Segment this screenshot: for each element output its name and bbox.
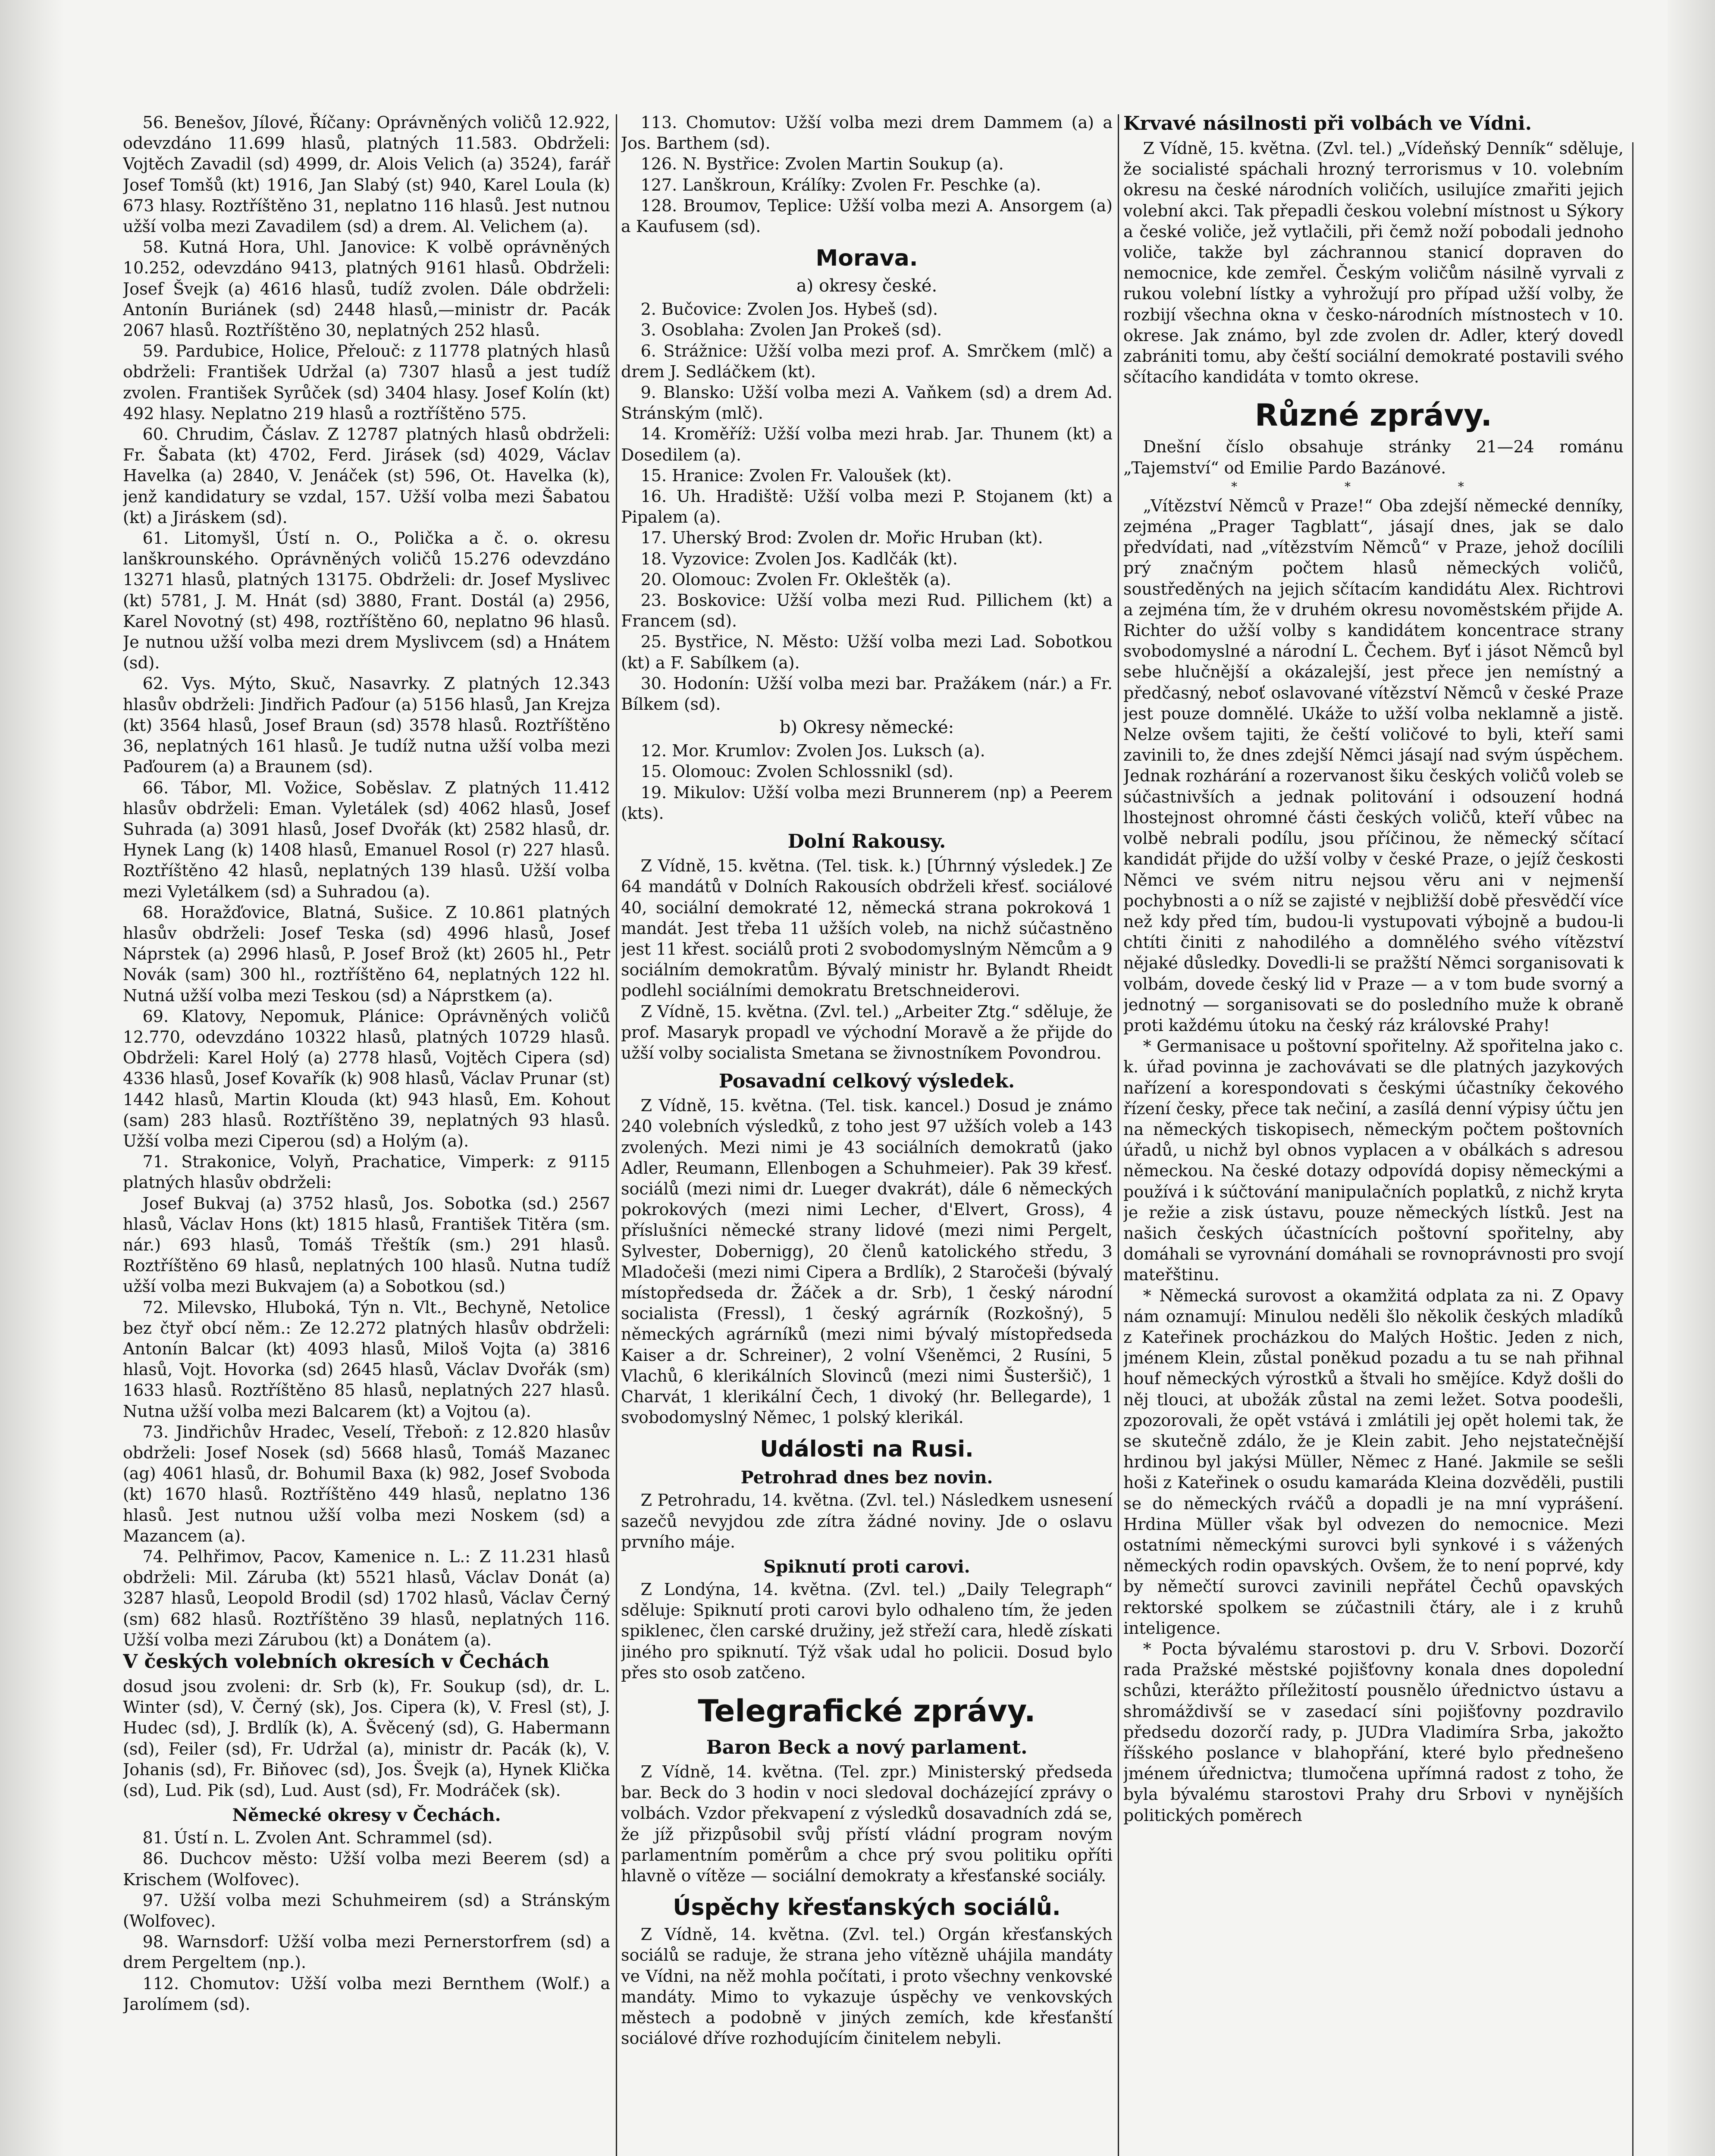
section-heading-various-news: Různé zprávy. xyxy=(1254,398,1492,433)
election-result: 23. Boskovice: Užší volba mezi Rud. Pillichem (kt) a Francem (sd). xyxy=(621,591,1113,631)
election-result: 72. Milevsko, Hluboká, Týn n. Vlt., Bechyně, Netolice bez čtyř obcí něm.: Ze 12.272 platných hlasův obdrželi: Antonín Balcar (kt) 4093 hlasů, Miloš Vojta (a) 3816 hlasů, Vojt. Hovorka (sd) 2645 hlasů, Václav Dvořák (sm) 1633 hlasů. Roztříštěno 85 hlasů, neplatných 227 hlasů. Nutna užší volba mezi Balcarem (kt) a Vojtou (a). xyxy=(123,1297,610,1421)
election-result: 2. Bučovice: Zvolen Jos. Hybeš (sd). xyxy=(640,300,938,319)
election-result: 9. Blansko: Užší volba mezi A. Vaňkem (sd) a drem Ad. Stránským (mlč). xyxy=(621,383,1113,423)
news-paragraph: Z Londýna, 14. května. (Zvl. tel.) „Daily Telegraph“ sděluje: Spiknutí proti carovi bylo odhaleno tím, že jeden spiklenec, člen carské družiny, jež střeží cara, hledě získati jiného pro spiknutí. Týž však udal ho policii. Dosud bylo přes sto osob zatčeno. xyxy=(621,1579,1113,1682)
election-result: 14. Kroměříž: Užší volba mezi hrab. Jar. Thunem (kt) a Dosedilem (a). xyxy=(621,424,1113,464)
section-heading-violence-vienna: Krvavé násilnosti při volbách ve Vídni. xyxy=(1123,113,1532,135)
section-heading-christian-socials: Úspěchy křesťanských sociálů. xyxy=(673,1895,1061,1921)
section-heading-russia: Události na Rusi. xyxy=(760,1436,974,1463)
subheading-conspiracy: Spiknutí proti carovi. xyxy=(763,1556,970,1577)
election-result: 25. Bystřice, N. Město: Užší volba mezi Lad. Sobotkou (kt) a F. Sabílkem (a). xyxy=(621,632,1113,672)
election-result: 128. Broumov, Teplice: Užší volba mezi A. Ansorgem (a) a Kaufusem (sd). xyxy=(621,196,1113,236)
election-result: 56. Benešov, Jílové, Říčany: Oprávněných voličů 12.922, odevzdáno 11.699 hlasů, platných 11.583. Obdrželi: Vojtěch Zavadil (sd) 4999, dr. Alois Velich (a) 3524), farář Josef Tomšů (kt) 1916, Jan Slabý (st) 940, Karel Loula (k) 673 hlasy. Roztříštěno 31, neplatno 116 hlasů. Jest nutnou užší volba mezi Zavadilem (sd) a drem. Al. Velichem (a). xyxy=(123,113,610,236)
election-result: 98. Warnsdorf: Užší volba mezi Pernerstorfrem (sd) a drem Pergeltem (np.). xyxy=(123,1932,610,1972)
subheading-baron-beck: Baron Beck a nový parlament. xyxy=(706,1736,1028,1758)
subheading-petrograd: Petrohrad dnes bez novin. xyxy=(740,1467,993,1488)
election-result: 59. Pardubice, Holice, Přelouč: z 11778 platných hlasů obdrželi: František Udržal (a) 7307 hlasů a jest tudíž zvolen. František Syrůček (sd) 3404 hlasy. Josef Kolín (kt) 492 hlasy. Neplatno 219 hlasů a roztříštěno 575. xyxy=(123,342,610,423)
section-heading-lower-austria: Dolní Rakousy. xyxy=(787,830,946,853)
election-result: 71. Strakonice, Volyň, Prachatice, Vimperk: z 9115 platných hlasův obdrželi: xyxy=(123,1152,610,1192)
section-heading-telegraph: Telegrafické zprávy. xyxy=(698,1693,1036,1729)
column-rule-1 xyxy=(616,114,617,2156)
news-paragraph: „Vítězství Němců v Praze!“ Oba zdejší německé denníky, zejména „Prager Tagblatt“, jásají dnes, jak se dalo předvídati, nad „vítězstvím Němců“ v Praze, jehož docílili prý značným počtem hlasů německých voličů, soustředěných na jejich sčítacím kandidátu Alex. Richtrovi a zejména tím, že v druhém okresu novoměstském přijde A. Richter do užší volby s kandidátem koncentrace strany svobodomyslné a národní L. Čechem. Byť i jásot Němců byl sebe hlučnější a okázalejší, jest přece jen nemístný a předčasný, neboť oslavované vítězství Němců v české Praze jest pouze domnělé. Ukáže to užší volba neklamně a jistě. Nelze ovšem tajiti, že čeští voličové to byli, kteří sami zavinili to, že dnes zdejší Němci jásají nad svým úspěchem. Jednak rozhárání a rozervanost šiku českých voličů voleb se súčastnivších a jednak politování i odsouzení hodná lhostejnost ohromné části českých voličů, kteří vůbec na volbě nebrali podílu, jsou příčinou, že německý sčítací kandidát přijde do užší volby v české Praze, o jejíž českosti Němci ve svém nitru nejsou věru ani v nejmenší pochybnosti a o níž se zajisté v nejbližší době přesvědčí více než kdy před tím, budou-li vystupovati výbojně a budou-li chtíti činiti z nahodilého a domnělého svého vítězství nějaké důsledky. Dovedli-li se pražští Němci sorganisovati k volbám, dovede český lid v Praze — a v tom bude svorný a jednotný — sorganisovati se do posledního muže k obraně proti každému útoku na český ráz královské Prahy! xyxy=(1123,496,1624,1035)
election-result: 15. Hranice: Zvolen Fr. Valoušek (kt). xyxy=(640,466,952,485)
election-result: 30. Hodonín: Užší volba mezi bar. Pražákem (nár.) a Fr. Bílkem (sd). xyxy=(621,674,1113,714)
section-heading-german-districts: Německé okresy v Čechách. xyxy=(232,1805,501,1826)
election-result: 17. Uherský Brod: Zvolen dr. Mořic Hruban (kt). xyxy=(640,528,1043,548)
section-heading-morava: Morava. xyxy=(815,245,918,272)
news-paragraph: * Germanisace u poštovní spořitelny. Až spořitelna jako c. k. úřad povinna je zachovávati se dle platných jazykových nařízení a korespondovati s českými účastníky čekového řízení česky, přece tak nečiní, a zasílá denní výpisy účtu jen na německých tiskopisech, německým počtem poštovních úřadů, u nichž byl obnos vyplacen a v obálkách s adresou německou. Na české dotazy odpovídá dopisy německými a používá i k súčtování manipulačních poplatků, z nichž kryta je režie a zisk ústavu, pouze německých lístků. Jest na našich českých účastnících poštovní spořitelny, aby domáhali se vyrovnání domáhali se rovnoprávnosti pro svojí mateřštinu. xyxy=(1123,1037,1624,1285)
elected-list: dosud jsou zvoleni: dr. Srb (k), Fr. Soukup (sd), dr. L. Winter (sd), V. Černý (sk), Jos. Cipera (k), V. Fresl (st), J. Hudec (sd), J. Brdlík (k), A. Švěcený (sd), G. Habermann (sd), Feiler (sd), Fr. Udržal (a), ministr dr. Pacák (k), V. Johanis (sd), Fr. Biňovec (sd), Jos. Švejk (a), Hynek Klička (sd), Lud. Pik (sd), Lud. Aust (sd), Fr. Modráček (sk). xyxy=(123,1677,610,1800)
news-paragraph: Z Vídně, 14. května. (Zvl. tel.) Orgán křesťanských sociálů se raduje, že strana jeho vítězně uhájila mandáty ve Vídni, na něž mohla počítati, i proto všechny venkovské mandáty. Mimo to vykazuje úspěchy ve venkovských městech a podobně v jiných zemích, kde křesťanští sociálové dříve rozhodujícím činitelem nebyli. xyxy=(621,1925,1113,2048)
election-result: 58. Kutná Hora, Uhl. Janovice: K volbě oprávněných 10.252, odevzdáno 9413, platných 9161 hlasů. Obdrželi: Josef Švejk (a) 4616 hlasů, tudíž zvolen. Dále obdrželi: Antonín Buriánek (sd) 2448 hlasů,—ministr dr. Pacák 2067 hlasů. Roztříštěno 30, neplatných 252 hlasů. xyxy=(123,238,610,340)
election-result: 74. Pelhřimov, Pacov, Kamenice n. L.: Z 11.231 hlasů obdrželi: Mil. Záruba (kt) 5521 hlasů, Václav Donát (a) 3287 hlasů, Leopold Brodil (sd) 1702 hlasů, Václav Černý (sm) 682 hlasů. Roztříštěno 39 hlasů, neplatných 116. Užší volba mezi Zárubou (kt) a Donátem (a). xyxy=(123,1547,610,1649)
news-paragraph: Z Vídně, 15. května. (Tel. tisk. kancel.) Dosud je známo 240 volebních výsledků, z toho jest 97 užších voleb a 143 zvolených. Mezi nimi je 43 sociálních demokratů (jako Adler, Reumann, Ellenbogen a Schuhmeier). Pak 39 křesť. sociálů (mezi nimi dr. Lueger dvakrát), dále 6 německých pokrokových (mezi nimi Lecher, d'Elvert, Gross), 4 příslušníci německé strany lidové (mezi nimi Pergelt, Sylvester, Dobernigg), 20 členů katolického středu, 3 Mladočeši (mezi nimi Cipera a Brdlík), 2 Staročeši (bývalý místopředseda dr. Žáček a dr. Srb), 1 český národní socialista (Fressl), 1 český agrárník (Rozkošný), 5 německých agrárníků (mezi nimi bývalý místopředseda Kaiser a dr. Schreiner), 2 volní Všeněmci, 2 Rusíni, 5 Vlachů, 6 klerikálních Slovinců (mezi nimi Šusteršič), 1 Charvát, 1 klerikální Čech, 1 divoký (hr. Bellegarde), 1 svobodomyslný Němec, 1 polský klerikál. xyxy=(621,1096,1113,1427)
election-result: 62. Vys. Mýto, Skuč, Nasavrky. Z platných 12.343 hlasův obdrželi: Jindřich Paďour (a) 5156 hlasů, Jan Krejza (kt) 3564 hlasů, Josef Braun (sd) 3578 hlasů. Roztříštěno 36, neplatných 161 hlasů. Je tudíž nutna užší volba mezi Paďourem (a) a Braunem (sd). xyxy=(123,674,610,777)
election-result: 60. Chrudim, Čáslav. Z 12787 platných hlasů obdrželi: Fr. Šabata (kt) 4702, Ferd. Jirásek (sd) 4029, Václav Havelka (a) 2840, V. Jenáček (st) 596, Ot. Havelka (k), jenž kandidatury se vzdal, 157. Užší volba mezi Šabatou (kt) a Jiráskem (sd). xyxy=(123,425,610,527)
scan-border-right xyxy=(1668,0,1715,2156)
election-result: 15. Olomouc: Zvolen Schlossnikl (sd). xyxy=(640,762,954,781)
election-result: 97. Užší volba mezi Schuhmeirem (sd) a Stránským (Wolfovec). xyxy=(123,1890,610,1931)
separator-asterisks: * * * xyxy=(1231,479,1516,494)
scan-border-left xyxy=(0,0,65,2156)
election-result: 86. Duchcov město: Užší volba mezi Beerem (sd) a Krischem (Wolfovec). xyxy=(123,1849,610,1889)
election-result: 19. Mikulov: Užší volba mezi Brunnerem (np) a Peerem (kts). xyxy=(621,783,1113,823)
news-paragraph: Z Vídně, 15. května. (Zvl. tel.) „Vídeňský Denník“ sděluje, že socialisté spáchali hrozný terrorismus v 10. volebním okresu na české národních voličích, usilujíce zmařiti jejich volební akci. Tak přepadli českou volební místnost u Sýkory a české voliče, jež vytlačili, při čemž noží pobodali jednoho voliče, takže byl záchrannou stanicí dopraven do nemocnice, kde zemřel. Českým voličům násilně vyrvali z rukou volební lístky a vyhrožují pro případ užší volby, že rozbijí všechna okna v česko-národních místnostech v 10. okrese. Jak známo, byl zde zvolen dr. Adler, který dovedl zabrániti tomu, aby čeští sociální demokraté postavili svého sčítacího kandidáta v tomto okrese. xyxy=(1123,139,1624,387)
election-result: 68. Horažďovice, Blatná, Sušice. Z 10.861 platných hlasův obdrželi: Josef Teska (sd) 4996 hlasů, Josef Náprstek (a) 2996 hlasů, P. Josef Brož (kt) 2605 hl., Petr Novák (sam) 300 hl., roztříštěno 64, neplatných 122 hl. Nutná užší volba mezi Teskou (sd) a Náprstkem (a). xyxy=(123,903,610,1005)
election-result: 112. Chomutov: Užší volba mezi Bernthem (Wolf.) a Jarolímem (sd). xyxy=(123,1974,610,2014)
election-result: Josef Bukvaj (a) 3752 hlasů, Jos. Sobotka (sd.) 2567 hlasů, Václav Hons (kt) 1815 hlasů, František Titěra (sm. nár.) 693 hlasů, Tomáš Třeštík (sm.) 291 hlasů. Roztříštěno 69 hlasů, neplatných 100 hlasů. Nutna tudíž užší volba mezi Bukvajem (a) a Sobotkou (sd.) xyxy=(123,1194,610,1296)
subheading-czech-districts: a) okresy české. xyxy=(796,276,937,296)
election-result: 126. N. Bystřice: Zvolen Martin Soukup (a). xyxy=(640,154,1004,174)
election-result: 61. Litomyšl, Ústí n. O., Polička a č. o. okresu lanškrounského. Oprávněných voličů 15.276 odevzdáno 13271 hlasů, platných 13175. Obdrželi: dr. Josef Myslivec (kt) 5781, J. M. Hnát (sd) 3880, Frant. Dostál (a) 2956, Karel Novotný (st) 498, roztříštěno 60, neplatno 96 hlasů. Je nutnou užší volba mezi drem Myslivcem (sd) a Hnátem (sd). xyxy=(123,529,610,673)
column-1 xyxy=(123,112,610,2156)
election-result: 3. Osoblaha: Zvolen Jan Prokeš (sd). xyxy=(640,320,942,340)
section-heading-elected: V českých volebních okresích v Čechách xyxy=(123,1651,549,1673)
election-result: 20. Olomouc: Zvolen Fr. Okleštěk (a). xyxy=(640,570,951,589)
section-heading-overall-result: Posavadní celkový výsledek. xyxy=(718,1070,1015,1093)
election-result: 6. Strážnice: Užší volba mezi prof. A. Smrčkem (mlč) a drem J. Sedláčkem (kt). xyxy=(621,341,1113,381)
column-rule-2 xyxy=(1118,114,1119,2156)
news-paragraph: Z Vídně, 14. května. (Tel. zpr.) Ministerský předseda bar. Beck do 3 hodin v noci sledoval docházející zprávy o volbách. Vzdor překvapení z výsledků dosavadních zdá se, že jíž přizpůsobil svůj přístí vládní program novým parlamentním poměrům a chce prý svou politiku opříti hlavně o vítěze — sociální demokraty a křesťanské sociály. xyxy=(621,1762,1113,1886)
news-paragraph: Dnešní číslo obsahuje stránky 21—24 románu „Tajemství“ od Emilie Pardo Bazánové. xyxy=(1123,437,1624,477)
news-paragraph: Z Petrohradu, 14. května. (Zvl. tel.) Následkem usnesení sazečů nevyjdou zde zítra žádné noviny. Jde o oslavu prvního máje. xyxy=(621,1491,1113,1551)
election-result: 66. Tábor, Ml. Vožice, Soběslav. Z platných 11.412 hlasův obdrželi: Eman. Vyletálek (sd) 4062 hlasů, Josef Suhrada (a) 3091 hlasů, Josef Dvořák (kt) 2582 hlasů, dr. Hynek Lang (k) 1408 hlasů, Emanuel Rosol (r) 227 hlasů. Roztříštěno 42 hlasů, neplatných 139 hlasů. Užší volba mezi Vyletálkem (sd) a Suhradou (a). xyxy=(123,778,610,901)
news-paragraph: Z Vídně, 15. května. (Zvl. tel.) „Arbeiter Ztg.“ sděluje, že prof. Masaryk propadl ve východní Moravě a že přijde do užší volby socialista Smetana se živnostníkem Povondrou. xyxy=(621,1002,1113,1062)
election-result: 73. Jindřichův Hradec, Veselí, Třeboň: z 12.820 hlasův obdrželi: Josef Nosek (sd) 5668 hlasů, Tomáš Mazanec (ag) 4061 hlasů, dr. Bohumil Baxa (k) 982, Josef Svoboda (kt) 1670 hlasů. Roztříštěno 449 hlasů, neplatno 136 hlasů. Jest nutnou užší volba mezi Noskem (sd) a Mazancem (a). xyxy=(123,1422,610,1545)
election-result: 127. Lanškroun, Králíky: Zvolen Fr. Peschke (a). xyxy=(640,175,1041,194)
election-result: 16. Uh. Hradiště: Užší volba mezi P. Stojanem (kt) a Pipalem (a). xyxy=(621,487,1113,527)
column-2 xyxy=(621,112,1113,2156)
news-paragraph: * Pocta bývalému starostovi p. dru V. Srbovi. Dozorčí rada Pražské městské pojišťovny konala dnes dopolední schůzi, kterážto příležitostí pousnělo úřednictvo ústavu a shromáždivší se v zasedací síni pojišťovny pozdravilo předsedu dozorčí rady, p. JUDra Vladimíra Srba, jakožto říšského poslance v blahopřání, které bylo přednešeno jménem úřednictva; tlumočena upřímná radost z toho, že byla bývalému starostovi Prahy dru Srbovi v nynějších politických poměrech xyxy=(1123,1639,1624,1825)
election-result: 18. Vyzovice: Zvolen Jos. Kadlčák (kt). xyxy=(640,549,958,568)
election-result: 113. Chomutov: Užší volba mezi drem Dammem (a) a Jos. Barthem (sd). xyxy=(621,113,1113,153)
election-result: 12. Mor. Krumlov: Zvolen Jos. Luksch (a). xyxy=(640,741,985,761)
subheading-german-districts: b) Okresy německé: xyxy=(779,718,954,738)
column-3 xyxy=(1123,112,1624,2156)
news-paragraph: Z Vídně, 15. května. (Tel. tisk. k.) [Úhrnný výsledek.] Ze 64 mandátů v Dolních Rakousích obdrželi křesť. sociálové 40, sociální demokraté 12, německá strana pokroková 1 mandát. Jest třeba 11 užších voleb, na nichž súčastněno jest 11 křest. sociálů proti 2 svobodomyslným Němcům a 9 sociálním demokratům. Bývalý ministr hr. Bylandt Rheidt podlehl sociálními demokratu Bretschneiderovi. xyxy=(621,856,1113,1000)
election-result: 81. Ústí n. L. Zvolen Ant. Schrammel (sd). xyxy=(142,1828,493,1848)
adjacent-page-edge xyxy=(1632,142,1646,2156)
news-paragraph: * Německá surovost a okamžitá odplata za ni. Z Opavy nám oznamují: Minulou neděli šlo několik českých mladíků z Kateřinek procházkou do Malých Hoštic. Jeden z nich, jménem Klein, zůstal poněkud pozadu a tu se nah přihnal houf německých výrostků a štvali ho smějíce. Když došli do něj tlouci, at ubožák zůstal na zemi ležet. Sotva poodešli, zpozorovali, že opět vstává i zmlátili jej opět holemi tak, že se skutečně zdálo, že je Klein zabit. Jeho nejstatečnější hrdinou byl jakýsi Müller, Němec z Hané. Jakmile se sešli hoši z Kateřinek o osudu kamaráda Kleina dozvěděli, pustili se do německých rváčů a dopadli je na mní vyprášení. Hrdina Müller však byl odvezen do nemocnice. Mezi ostatními německými surovci byli synkové i s vážených německých rodin opavských. Ovšem, že to není poprvé, kdy by němečtí surovci zavinili nepřátel Čechů opavských rektorské spolkem se zúčastnili čtáry, ale i z kruhů inteligence. xyxy=(1123,1286,1624,1638)
election-result: 69. Klatovy, Nepomuk, Plánice: Oprávněných voličů 12.770, odevzdáno 10322 hlasů, platných 10729 hlasů. Obdrželi: Karel Holý (a) 2778 hlasů, Vojtěch Cipera (sd) 4336 hlasů, Josef Kovařík (k) 908 hlasů, Václav Prunar (st) 1442 hlasů, Martin Klouda (kt) 943 hlasů, Em. Kohout (sam) 283 hlasů. Roztříštěno 39, neplatných 93 hlasů. Užší volba mezi Ciperou (sd) a Holým (a). xyxy=(123,1006,610,1150)
